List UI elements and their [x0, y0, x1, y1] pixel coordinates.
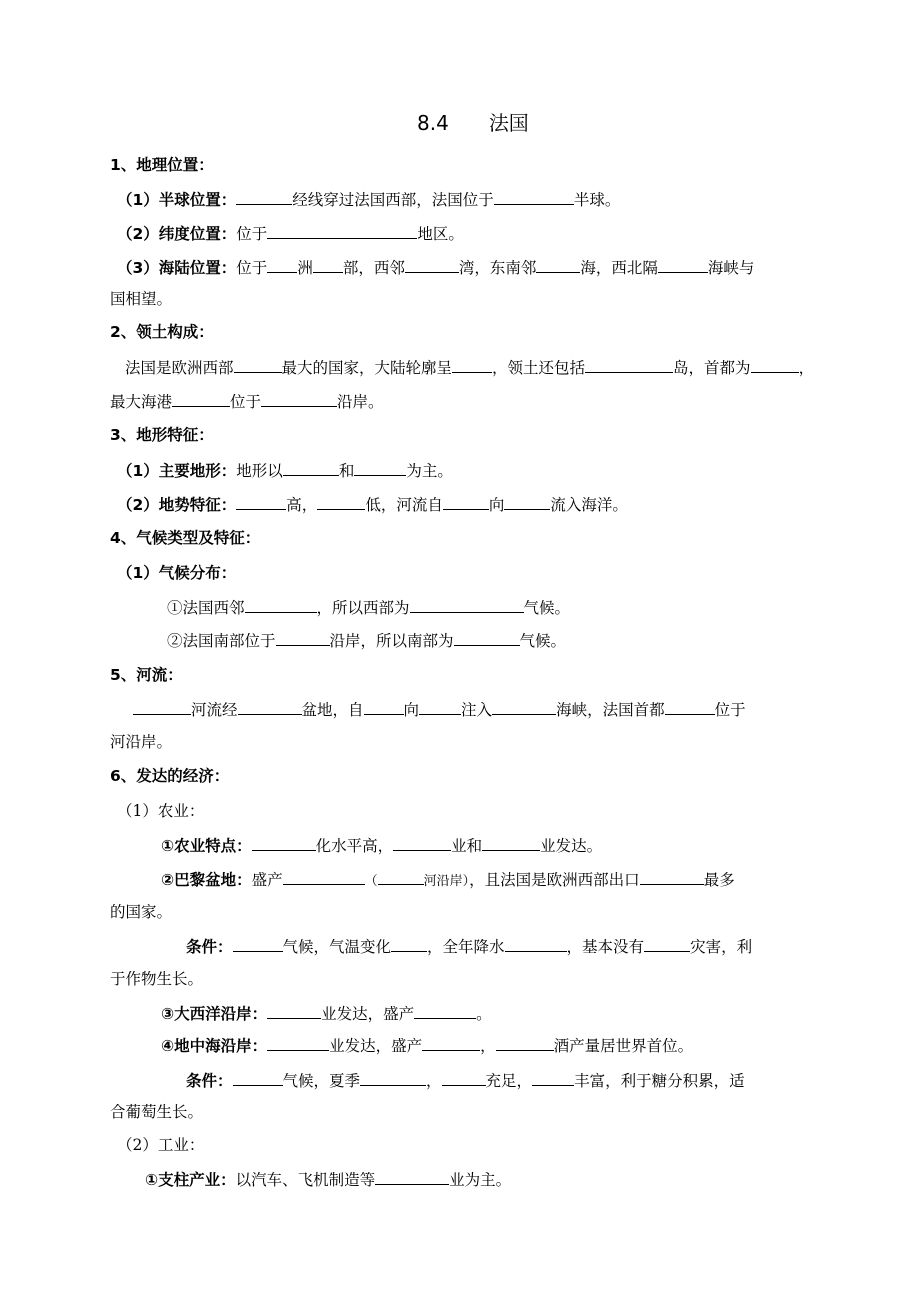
blank[interactable]	[283, 868, 365, 885]
blank[interactable]	[405, 256, 459, 273]
s6-atlantic-coast: ③大西洋沿岸： 业发达，盛产 。	[161, 1002, 492, 1025]
blank[interactable]	[238, 698, 302, 715]
section-1-heading: 1、地理位置：	[110, 156, 214, 174]
section-5-heading: 5、河流：	[110, 666, 183, 684]
blank[interactable]	[313, 256, 343, 273]
s3-elevation-line: （2）地势特征： 高， 低，河流自 向 流入海洋。	[117, 493, 628, 516]
s5-line-2: 河沿岸。	[110, 733, 173, 751]
s6-agriculture-label: （1）农业：	[117, 802, 205, 820]
s4-distribution-label: （1）气候分布：	[117, 564, 237, 582]
blank[interactable]	[751, 356, 799, 373]
blank[interactable]	[640, 868, 704, 885]
blank[interactable]	[354, 459, 406, 476]
section-6-heading: 6、发达的经济：	[110, 767, 230, 785]
blank[interactable]	[443, 493, 489, 510]
blank[interactable]	[410, 596, 524, 613]
blank[interactable]	[414, 1002, 476, 1019]
blank[interactable]	[391, 935, 427, 952]
blank[interactable]	[267, 256, 297, 273]
s6-agri-features: ①农业特点： 化水平高， 业和 业发达。	[161, 834, 602, 857]
blank[interactable]	[252, 834, 316, 851]
blank[interactable]	[234, 356, 282, 373]
blank[interactable]	[236, 188, 292, 205]
blank[interactable]	[658, 256, 708, 273]
s6-pillar-industry: ①支柱产业：以汽车、飞机制造等 业为主。	[145, 1168, 511, 1191]
section-3-heading: 3、地形特征：	[110, 426, 214, 444]
blank[interactable]	[505, 935, 567, 952]
s1-land-sea-line-cont: 国相望。	[110, 290, 173, 308]
blank[interactable]	[267, 222, 417, 239]
blank[interactable]	[536, 256, 580, 273]
blank[interactable]	[364, 698, 404, 715]
s2-line-1: 法国是欧洲西部 最大的国家，大陆轮廓呈 ，领土还包括 岛，首都为 ，	[125, 356, 814, 379]
s6-med-conditions-cont: 合葡萄生长。	[110, 1103, 204, 1121]
s1-hemisphere-line: （1）半球位置： 经线穿过法国西部，法国位于 半球。	[117, 188, 620, 211]
blank[interactable]	[452, 356, 492, 373]
s6-paris-conditions: 条件： 气候，气温变化 ，全年降水 ，基本没有 灾害，利	[186, 935, 752, 958]
blank[interactable]	[393, 834, 451, 851]
blank[interactable]	[360, 1069, 426, 1086]
s6-paris-basin: ②巴黎盆地：盛产 （ 河沿岸），且法国是欧洲西部出口 最多	[161, 868, 735, 893]
blank[interactable]	[233, 935, 283, 952]
s2-line-2: 最大海港 位于 沿岸。	[110, 390, 384, 413]
blank[interactable]	[236, 493, 286, 510]
s6-mediterranean-coast: ④地中海沿岸： 业发达，盛产 ， 酒产量居世界首位。	[161, 1034, 693, 1057]
blank[interactable]	[378, 868, 424, 885]
blank[interactable]	[482, 834, 540, 851]
s4-west-line: ①法国西邻 ，所以西部为 气候。	[167, 596, 570, 619]
blank[interactable]	[494, 188, 574, 205]
blank[interactable]	[283, 459, 339, 476]
blank[interactable]	[454, 629, 520, 646]
blank[interactable]	[276, 629, 330, 646]
section-2-heading: 2、领土构成：	[110, 323, 214, 341]
blank[interactable]	[172, 390, 230, 407]
blank[interactable]	[644, 935, 690, 952]
blank[interactable]	[496, 1034, 554, 1051]
blank[interactable]	[422, 1034, 480, 1051]
blank[interactable]	[267, 1002, 321, 1019]
s3-terrain-line: （1）主要地形：地形以 和 为主。	[117, 459, 453, 482]
blank[interactable]	[233, 1069, 283, 1086]
s6-med-conditions: 条件： 气候，夏季 ， 充足， 丰富，利于糖分积累，适	[186, 1069, 745, 1092]
blank[interactable]	[585, 356, 673, 373]
s1-land-sea-line: （3）海陆位置：位于 洲 部，西邻 湾，东南邻 海，西北隔 海峡与	[117, 256, 754, 279]
s6-paris-basin-cont: 的国家。	[110, 903, 173, 921]
blank[interactable]	[442, 1069, 486, 1086]
blank[interactable]	[504, 493, 550, 510]
blank[interactable]	[267, 1034, 329, 1051]
blank[interactable]	[419, 698, 461, 715]
blank[interactable]	[133, 698, 191, 715]
blank[interactable]	[261, 390, 337, 407]
page-title: 8.4 法国	[417, 111, 529, 135]
s6-industry-label: （2）工业：	[117, 1136, 205, 1154]
blank[interactable]	[532, 1069, 574, 1086]
s6-paris-conditions-cont: 于作物生长。	[110, 970, 204, 988]
section-4-heading: 4、气候类型及特征：	[110, 529, 261, 547]
blank[interactable]	[317, 493, 365, 510]
blank[interactable]	[665, 698, 715, 715]
blank[interactable]	[375, 1168, 449, 1185]
s5-line-1: 河流经 盆地，自 向 注入 海峡，法国首都 位于	[133, 698, 746, 721]
s1-latitude-line: （2）纬度位置：位于 地区。	[117, 222, 464, 245]
s4-south-line: ②法国南部位于 沿岸，所以南部为 气候。	[167, 629, 566, 652]
blank[interactable]	[245, 596, 317, 613]
blank[interactable]	[492, 698, 556, 715]
